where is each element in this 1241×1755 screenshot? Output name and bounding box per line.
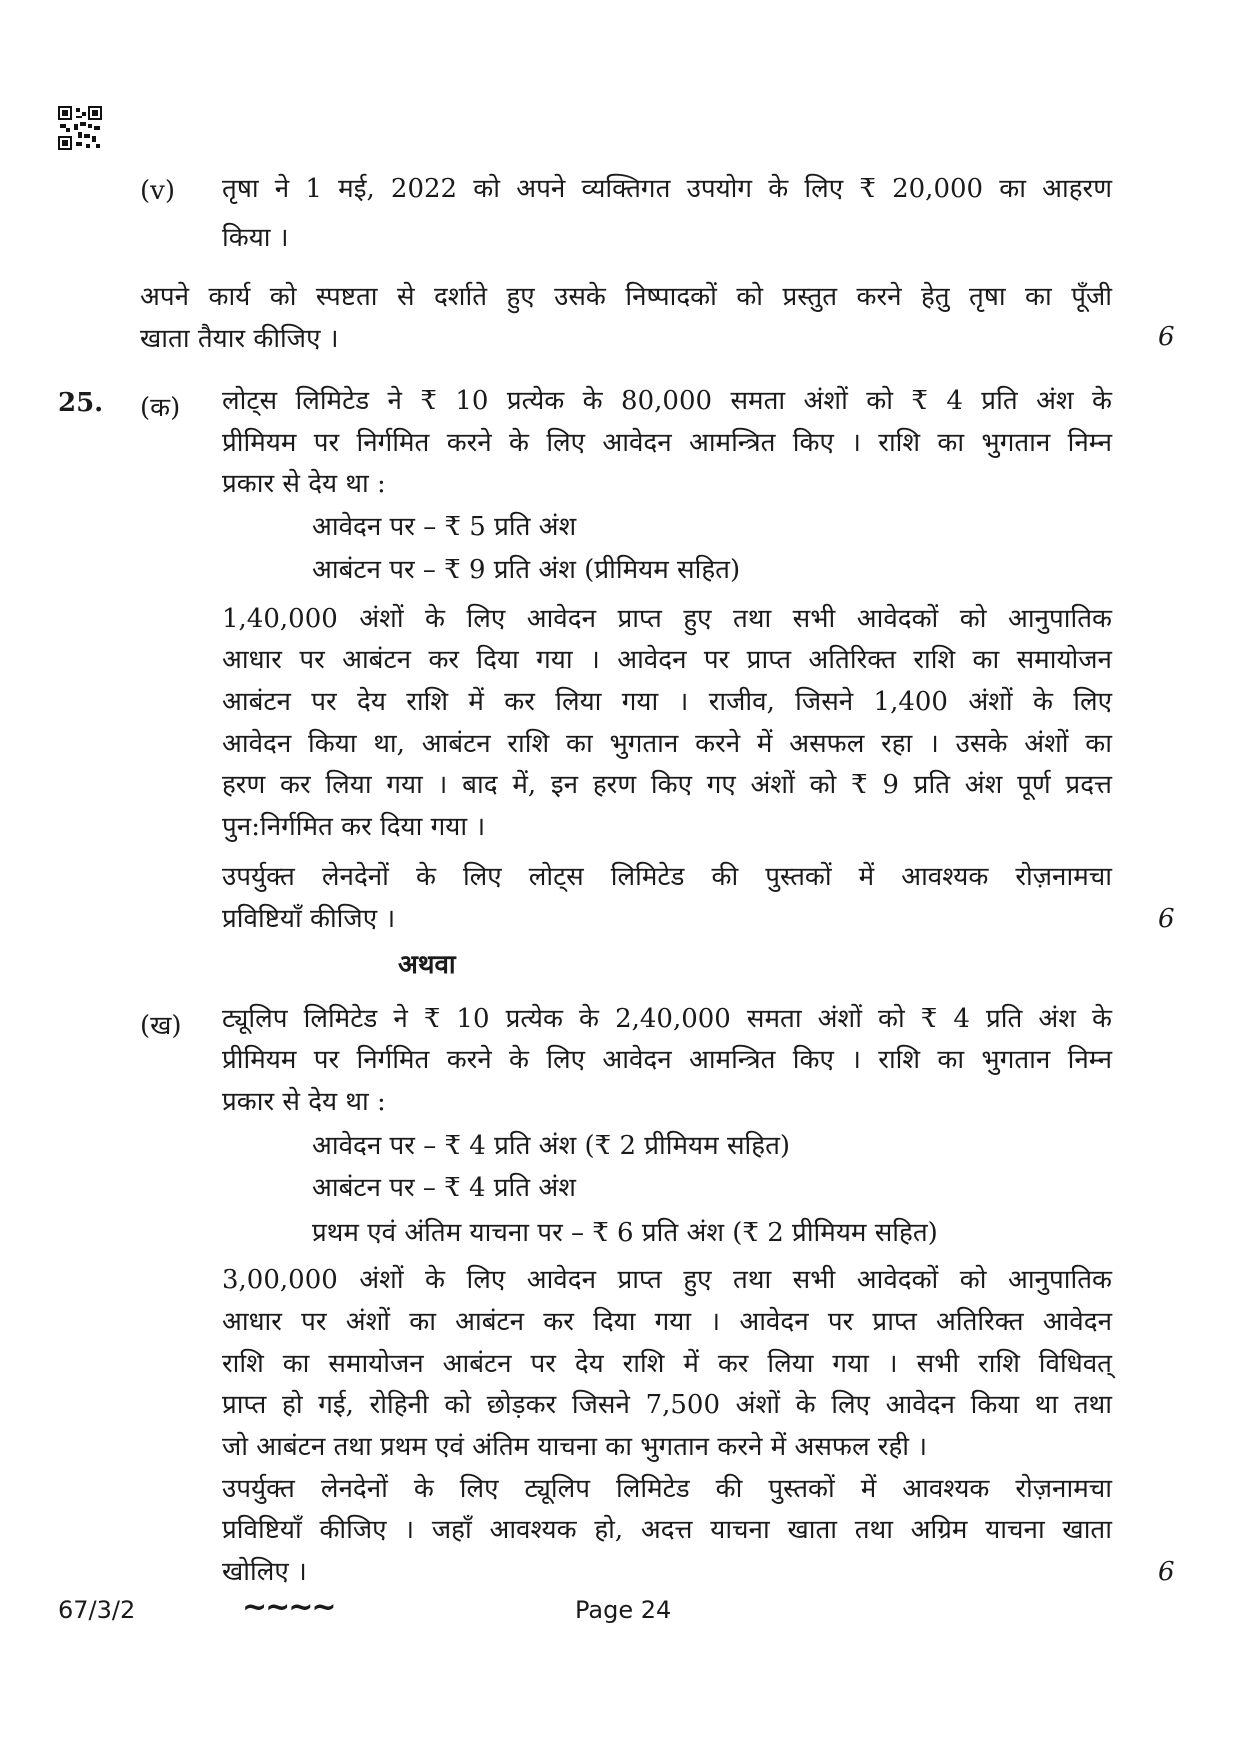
sub-item-label: (v) bbox=[140, 176, 175, 206]
paragraph-line: आधार पर आबंटन कर दिया गया । आवेदन पर प्राप्त अतिरिक्त राशि का समायोजन bbox=[222, 645, 1112, 675]
paper-code: 67/3/2 bbox=[58, 1596, 136, 1624]
instruction-text: अपने कार्य को स्पष्टता से दर्शाते हुए उसके निष्पादकों को प्रस्तुत करने हेतु तृषा का पूँजी bbox=[140, 282, 1112, 312]
question-text: प्रीमियम पर निर्गमित करने के लिए आवेदन आमन्त्रित किए । राशि का भुगतान निम्न bbox=[222, 1045, 1112, 1075]
or-separator: अथवा bbox=[398, 950, 456, 980]
question-text: ट्यूलिप लिमिटेड ने ₹ 10 प्रत्येक के 2,40,000 समता अंशों को ₹ 4 प्रति अंश के bbox=[222, 1004, 1112, 1034]
marks: 6 bbox=[1158, 322, 1175, 352]
instruction-text: उपर्युक्त लेनदेनों के लिए लोट्स लिमिटेड की पुस्तकों में आवश्यक रोज़नामचा bbox=[222, 862, 1112, 892]
qr-code-icon bbox=[58, 106, 102, 150]
paragraph-line: आबंटन पर देय राशि में कर लिया गया । राजीव, जिसने 1,400 अंशों के लिए bbox=[222, 687, 1112, 717]
option-a-label: (क) bbox=[140, 393, 181, 423]
option-b-label: (ख) bbox=[140, 1011, 182, 1041]
paragraph-line: राशि का समायोजन आबंटन पर देय राशि में कर लिया गया । सभी राशि विधिवत् bbox=[222, 1349, 1112, 1379]
sub-item-text: तृषा ने 1 मई, 2022 को अपने व्यक्तिगत उपयोग के लिए ₹ 20,000 का आहरण bbox=[222, 174, 1112, 204]
paragraph-line: हरण कर लिया गया । बाद में, इन हरण किए गए अंशों को ₹ 9 प्रति अंश पूर्ण प्रदत्त bbox=[222, 770, 1112, 800]
sub-item-text: किया । bbox=[222, 223, 289, 253]
schedule-line: आबंटन पर – ₹ 9 प्रति अंश (प्रीमियम सहित) bbox=[312, 555, 741, 585]
question-text: प्रीमियम पर निर्गमित करने के लिए आवेदन आमन्त्रित किए । राशि का भुगतान निम्न bbox=[222, 428, 1112, 458]
question-text: प्रकार से देय था : bbox=[222, 1087, 386, 1117]
schedule-line: आवेदन पर – ₹ 5 प्रति अंश bbox=[312, 512, 577, 542]
schedule-line: आवेदन पर – ₹ 4 प्रति अंश (₹ 2 प्रीमियम सहित) bbox=[312, 1131, 791, 1161]
question-text: प्रकार से देय था : bbox=[222, 469, 386, 499]
paragraph-line: प्राप्त हो गई, रोहिनी को छोड़कर जिसने 7,500 अंशों के लिए आवेदन किया था तथा bbox=[222, 1390, 1112, 1420]
marks: 6 bbox=[1158, 904, 1175, 934]
paragraph-line: 3,00,000 अंशों के लिए आवेदन प्राप्त हुए तथा सभी आवेदकों को आनुपातिक bbox=[222, 1265, 1112, 1295]
instruction-text: खाता तैयार कीजिए । bbox=[140, 324, 339, 354]
paragraph-line: जो आबंटन तथा प्रथम एवं अंतिम याचना का भुगतान करने में असफल रही । bbox=[222, 1432, 928, 1462]
page-number: Page 24 bbox=[575, 1596, 672, 1624]
question-number: 25. bbox=[58, 388, 104, 418]
instruction-text: खोलिए । bbox=[222, 1557, 307, 1587]
paragraph-line: आधार पर अंशों का आबंटन कर दिया गया । आवेदन पर प्राप्त अतिरिक्त आवेदन bbox=[222, 1307, 1112, 1337]
footer-ornament: ~~~~ bbox=[242, 1590, 335, 1625]
instruction-text: प्रविष्टियाँ कीजिए । जहाँ आवश्यक हो, अदत्त याचना खाता तथा अग्रिम याचना खाता bbox=[222, 1515, 1112, 1545]
paragraph-line: 1,40,000 अंशों के लिए आवेदन प्राप्त हुए तथा सभी आवेदकों को आनुपातिक bbox=[222, 604, 1112, 634]
question-text: लोट्स लिमिटेड ने ₹ 10 प्रत्येक के 80,000 समता अंशों को ₹ 4 प्रति अंश के bbox=[222, 386, 1112, 416]
paragraph-line: पुन:निर्गमित कर दिया गया । bbox=[222, 812, 486, 842]
marks: 6 bbox=[1158, 1557, 1175, 1587]
instruction-text: उपर्युक्त लेनदेनों के लिए ट्यूलिप लिमिटेड की पुस्तकों में आवश्यक रोज़नामचा bbox=[222, 1474, 1112, 1504]
paragraph-line: आवेदन किया था, आबंटन राशि का भुगतान करने में असफल रहा । उसके अंशों का bbox=[222, 729, 1112, 759]
schedule-line: आबंटन पर – ₹ 4 प्रति अंश bbox=[312, 1173, 576, 1203]
schedule-line: प्रथम एवं अंतिम याचना पर – ₹ 6 प्रति अंश (₹ 2 प्रीमियम सहित) bbox=[312, 1218, 938, 1248]
instruction-text: प्रविष्टियाँ कीजिए । bbox=[222, 904, 396, 934]
